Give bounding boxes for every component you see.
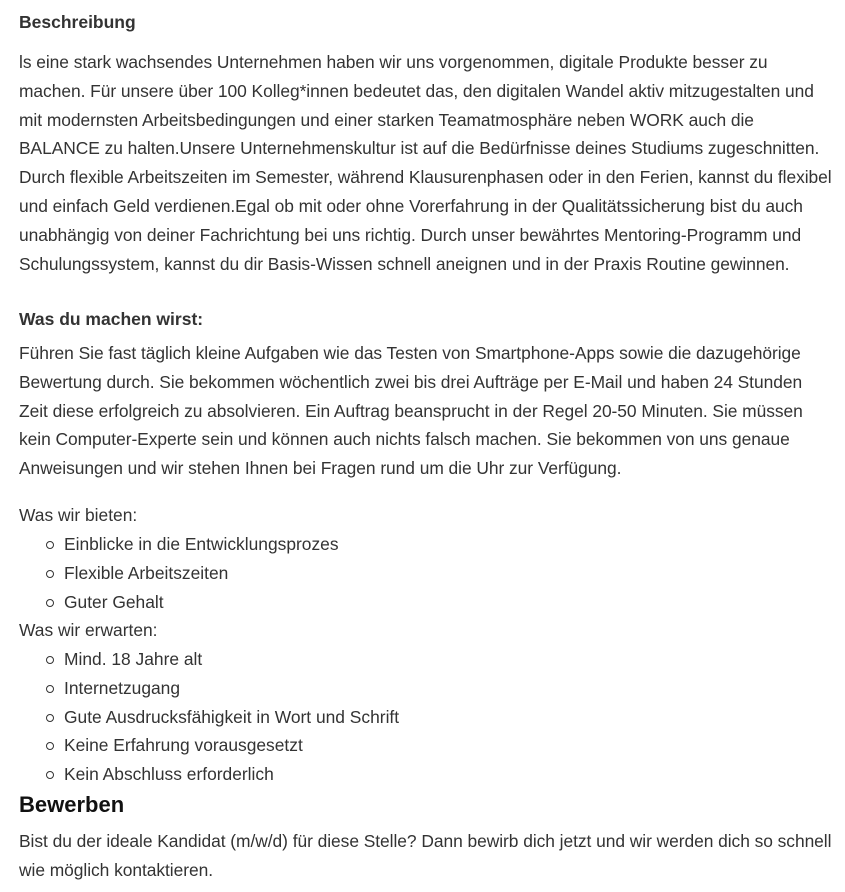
section-heading-beschreibung: Beschreibung: [19, 12, 136, 32]
circle-bullet-icon: [46, 742, 54, 750]
expect-label: Was wir erwarten:: [19, 620, 158, 640]
list-item-label: Mind. 18 Jahre alt: [64, 649, 203, 669]
list-item: [19, 645, 399, 674]
list-item-label: Einblicke in die Entwicklungsprozes: [64, 534, 339, 554]
list-item: [19, 530, 339, 559]
description-paragraph: ls eine stark wachsendes Unternehmen haben wir uns vorgenommen, digitale Produkte besser zu machen. Für unsere über 100 Kolleg*innen bedeutet das, den digitalen Wandel aktiv mitzugestalten und mit modernsten Arbeitsbedingungen und einer starken Teamatmosphäre neben WORK auch die BALANCE zu halten.Unsere Unternehmenskultur ist auf die Bedürfnisse deines Studiums zugeschnitten. Durch flexible Arbeitszeiten im Semester, während Klausurenphasen oder in den Ferien, kannst du flexibel und einfach Geld verdienen.Egal ob mit oder ohne Vorerfahrung in der Qualitätssicherung bist du auch unabhängig von deiner Fachrichtung bei uns richtig. Durch unser bewährtes Mentoring-Programm und Schulungssystem, kannst du dir Basis-Wissen schnell aneignen und in der Praxis Routine gewinnen.: [19, 52, 832, 274]
section-heading-apply: Bewerben: [19, 792, 125, 817]
list-item-label: Guter Gehalt: [64, 591, 164, 612]
circle-bullet-icon: [46, 656, 54, 664]
circle-bullet-icon: [46, 771, 54, 779]
list-item-label: Gute Ausdrucksfähigkeit in Wort und Schrift: [64, 706, 400, 727]
offer-label: Was wir bieten:: [19, 505, 138, 525]
section-heading-tasks: Was du machen wirst:: [19, 309, 204, 329]
tasks-paragraph: Führen Sie fast täglich kleine Aufgaben wie das Testen von Smartphone-Apps sowie die dazugehörige Bewertung durch. Sie bekommen wöchentlich zwei bis drei Aufträge per E-Mail und haben 24 Stunden Zeit diese erfolgreich zu absolvieren. Ein Auftrag beansprucht in der Regel 20-50 Minuten. Sie müssen kein Computer-Experte sein und können auch nichts falsch machen. Sie bekommen von uns genaue Anweisungen und wir stehen Ihnen bei Fragen rund um die Uhr zur Verfügung.: [19, 343, 803, 479]
list-item: [19, 731, 399, 760]
list-item-label: Flexible Arbeitszeiten: [64, 562, 229, 583]
apply-paragraph: Bist du der ideale Kandidat (m/w/d) für diese Stelle? Dann bewirb dich jetzt und wir werden dich so schnell wie möglich kontaktieren.: [19, 831, 832, 880]
list-item-label: Internetzugang: [64, 677, 181, 698]
list-item: [19, 559, 339, 588]
list-item: [19, 760, 399, 789]
list-item: [19, 703, 399, 732]
expect-list: [19, 645, 399, 789]
circle-bullet-icon: [46, 714, 54, 722]
offer-list: [19, 530, 339, 616]
list-item-label: Keine Erfahrung vorausgesetzt: [64, 735, 303, 756]
list-item: [19, 588, 339, 617]
circle-bullet-icon: [46, 685, 54, 693]
list-item: [19, 674, 399, 703]
list-item-label: Kein Abschluss erforderlich: [64, 764, 274, 785]
circle-bullet-icon: [46, 541, 54, 549]
circle-bullet-icon: [46, 570, 54, 578]
circle-bullet-icon: [46, 599, 54, 607]
